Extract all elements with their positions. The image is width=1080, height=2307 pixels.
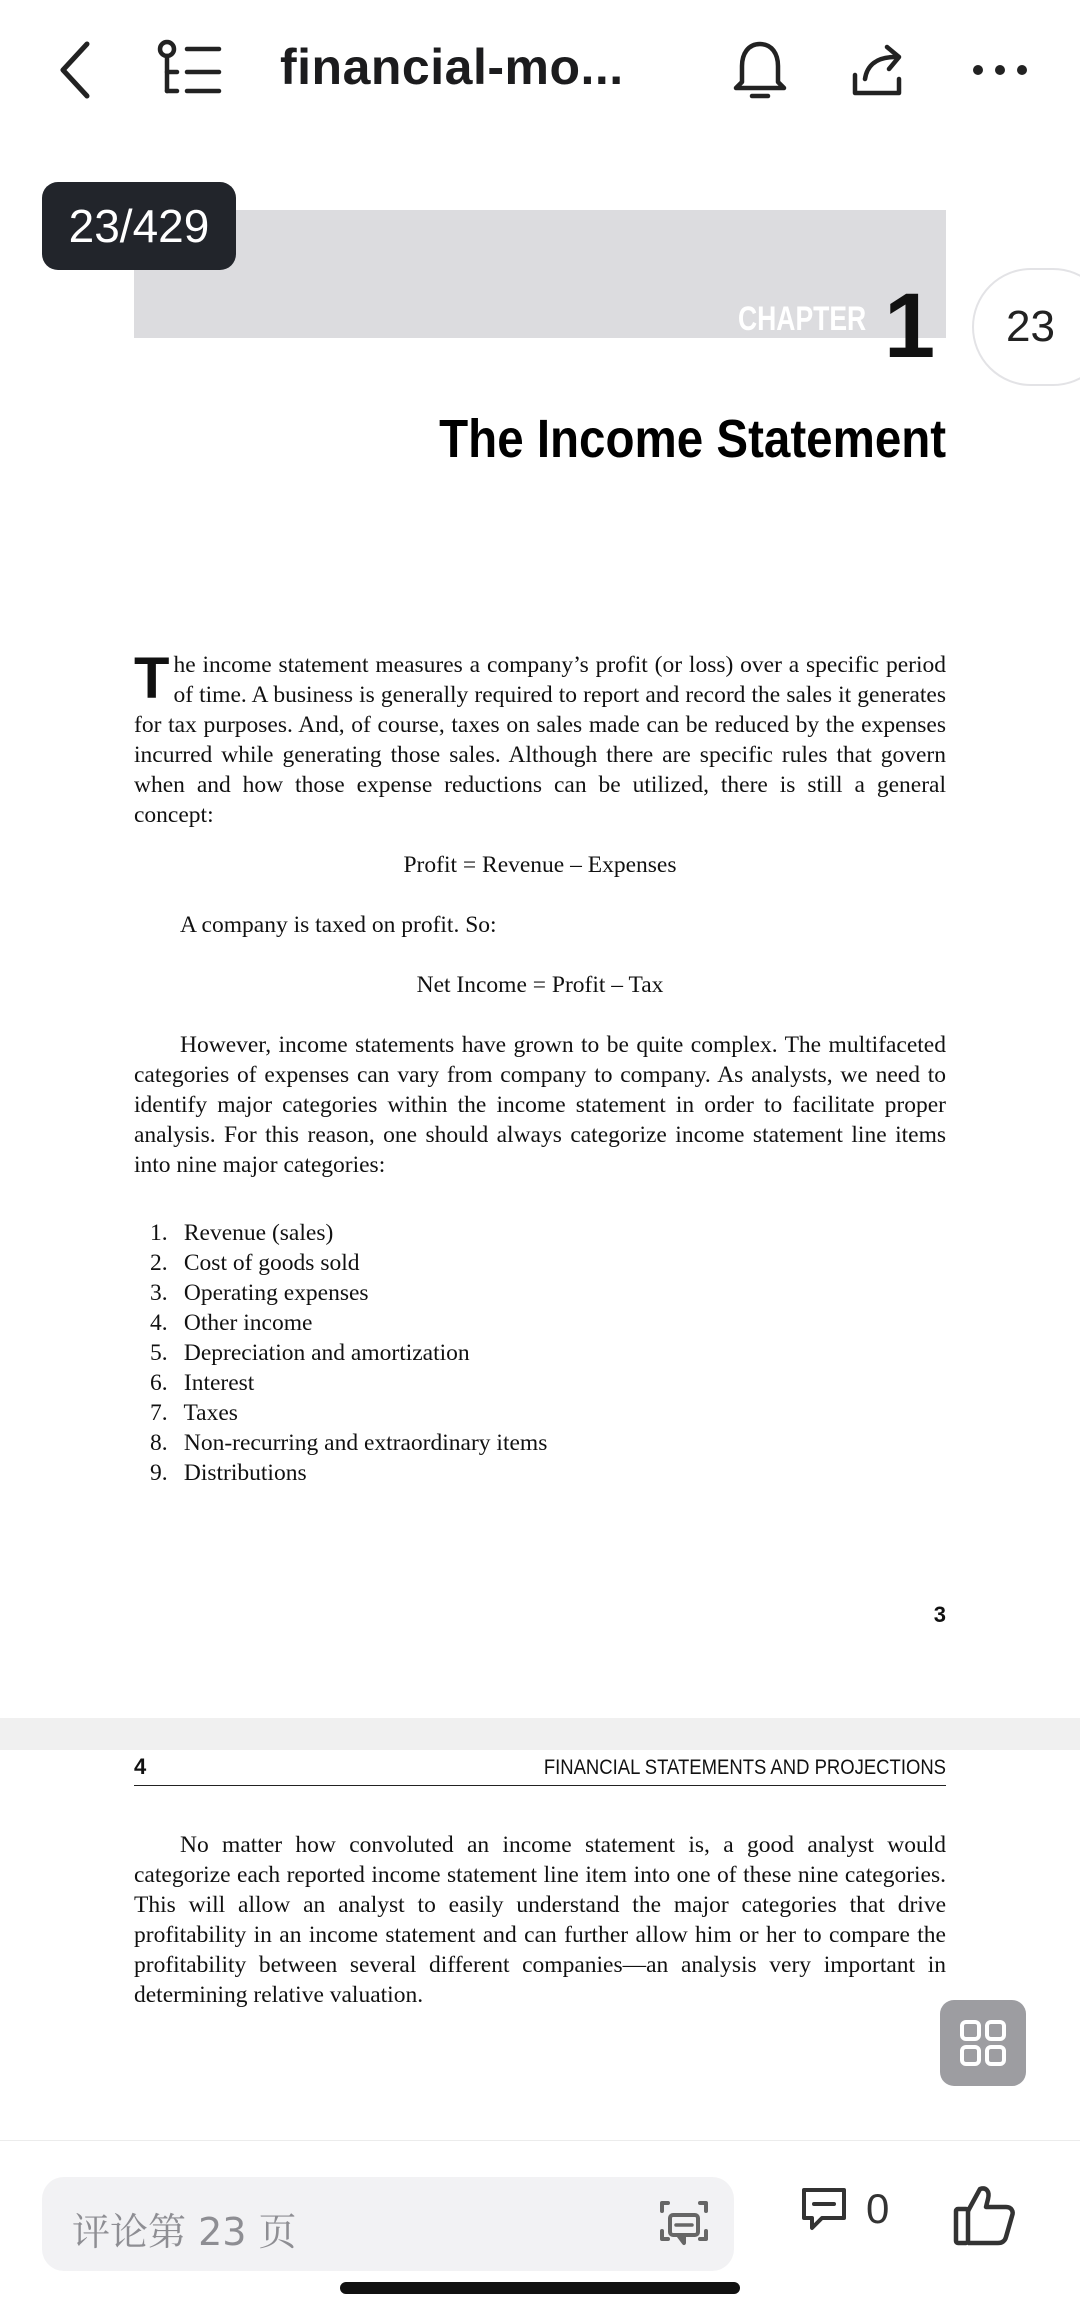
list-item: 3. Operating expenses (150, 1280, 369, 1306)
formula-net-income: Net Income = Profit – Tax (416, 972, 664, 998)
paragraph-analyst: No matter how convoluted an income statement is, a good analyst would categorize each reported income statement line item into one of these nine categories. This will allow an analyst to easily understand the major categories that drive profitability in an income statement and can further allow him or her to compare the profitability between several different companies—an analysis very important in determining relative valuation. (134, 1832, 946, 2008)
formula-profit: Profit = Revenue – Expenses (403, 852, 677, 878)
list-item: 8. Non-recurring and extraordinary items (150, 1430, 548, 1456)
comment-placeholder: 评论第 23 页 (72, 2210, 297, 2254)
list-item: 1. Revenue (sales) (150, 1220, 334, 1246)
page-progress-badge: 23/429 (42, 182, 236, 270)
notification-button[interactable] (720, 30, 800, 110)
bell-icon (730, 38, 790, 102)
category-list (150, 1218, 547, 1488)
taxed-line: A company is taxed on profit. So: (180, 912, 497, 938)
list-item: 5. Depreciation and amortization (150, 1340, 470, 1366)
like-button[interactable] (950, 2181, 1018, 2249)
share-button[interactable] (840, 30, 920, 110)
chevron-left-icon (55, 38, 95, 102)
top-navigation-bar (0, 0, 1080, 140)
page-separator (0, 1718, 1080, 1750)
list-item: 7. Taxes (150, 1400, 238, 1426)
running-head-text: FINANCIAL STATEMENTS AND PROJECTIONS (543, 1756, 946, 1779)
back-button[interactable] (40, 30, 110, 110)
paragraph-categories: However, income statements have grown to be quite complex. The multifaceted categories of expenses can vary from company to company. As analysts, we need to identify major categories within the income statement in order to facilitate proper analysis. For this reason, one should always categorize income statement line items into nine major categories: (134, 1032, 946, 1178)
chapter-label: CHAPTER (738, 300, 867, 338)
page-number-footer: 3 (933, 1602, 946, 1627)
comment-count: 0 (866, 2185, 890, 2232)
list-item: 9. Distributions (150, 1460, 307, 1486)
share-icon (849, 39, 911, 101)
chapter-title: The Income Statement (439, 409, 946, 469)
page-number-header: 4 (134, 1754, 147, 1779)
grid-icon (958, 2018, 1008, 2068)
page-jump-tab[interactable]: 23 (972, 268, 1080, 386)
more-options-button[interactable] (960, 30, 1040, 110)
thumbs-up-icon (950, 2181, 1018, 2249)
paragraph-intro (134, 646, 946, 830)
comment-input[interactable] (42, 2177, 734, 2271)
comments-button[interactable] (800, 2185, 889, 2233)
list-item: 2. Cost of goods sold (150, 1250, 360, 1276)
comment-bubble-icon (800, 2186, 848, 2232)
more-dots-icon (970, 62, 1030, 78)
home-indicator (340, 2282, 740, 2294)
list-item: 6. Interest (150, 1370, 255, 1396)
chapter-number: 1 (884, 275, 936, 377)
document-viewer[interactable] (0, 140, 1080, 2140)
running-header (134, 1750, 946, 1786)
pdf-page-4 (0, 1750, 1080, 2140)
list-item: 4. Other income (150, 1310, 313, 1336)
table-of-contents-button[interactable] (150, 30, 230, 110)
pdf-page-3 (0, 140, 1080, 1720)
thumbnail-grid-button[interactable] (940, 2000, 1026, 2086)
paragraph-intro-text: he income statement measures a company’s profit (or loss) over a specific period of time. A business is generally required to report and record the sales it generates for tax purposes. And, of course, taxes on sales made can be reduced by the expenses incurred while generating those sales. Although there are specific rules that govern when and how those expense reductions can be utilized, there is still a general concept: (134, 652, 946, 828)
page-comment-icon[interactable] (654, 2195, 714, 2255)
drop-cap: T (134, 646, 170, 711)
outline-list-icon (157, 39, 223, 101)
document-title: financial-mo... (280, 39, 624, 95)
